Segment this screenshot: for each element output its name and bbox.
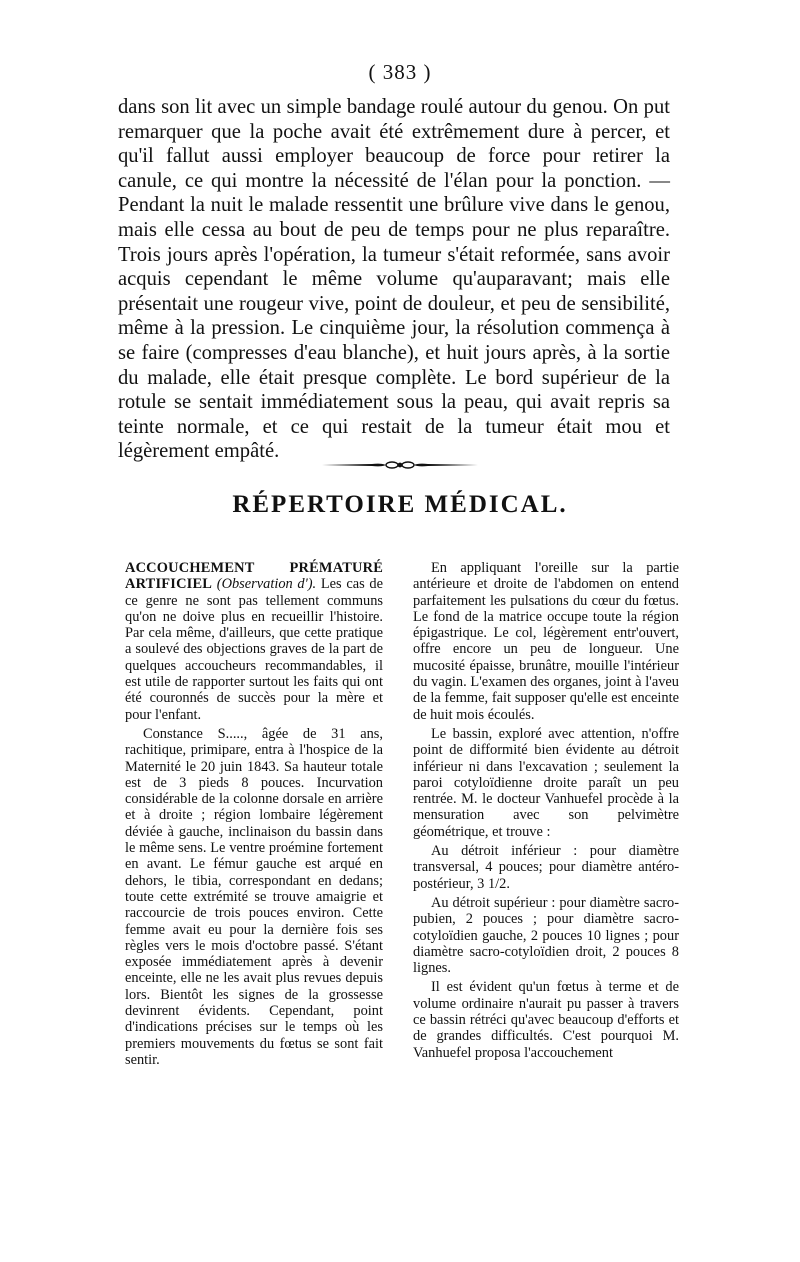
left-column — [125, 560, 383, 1071]
section-divider-ornament — [322, 458, 478, 472]
lead-paragraph-block — [118, 95, 670, 464]
auscultation-paragraph: En appliquant l'oreille sur la partie antérieure et droite de l'abdomen on entend parfaitement les pulsations du cœur du fœtus. Le fond de la matrice occupe toute la région épigastrique. Le col, légèrement entr'ouvert, offre encore un peu de longueur. Une mucosité épaisse, brunâtre, mouille l'intérieur du vagin. L'examen des organes, joint à l'aveu de la femme, fait supposer qu'elle est enceinte de huit mois écoulés. — [413, 560, 679, 723]
superior-strait-paragraph: Au détroit supérieur : pour diamètre sacro-pubien, 2 pouces ; pour diamètre sacro-cotyloïdien gauche, 2 pouces 10 lignes ; pour diamètre sacro-cotyloïdien droit, 2 pouces 8 lignes. — [413, 894, 679, 977]
article-intro-text: Les cas de ce genre ne sont pas tellement communs qu'on ne doive plus en recueillir l'histoire. Par cela même, d'ailleurs, que cette pratique a soulevé des objections graves de la part de quelques accoucheurs recommandables, il est utile de rapporter surtout les faits qui ont été couronnés de succès pour la mère et pour l'enfant. — [125, 576, 383, 723]
article-heading: ACCOUCHEMENT PRÉMATURÉ ARTIFICIEL — [125, 560, 383, 593]
pelvis-exam-paragraph: Le bassin, exploré avec attention, n'offre point de difformité bien évidente au détroit inférieur ni dans l'excavation ; seulement la paroi cotyloïdienne droite paraît un peu rentrée. M. le docteur Vanhuefel procède à la mensuration avec son pelvimètre géométrique, et trouve : — [413, 725, 679, 840]
section-title: RÉPERTOIRE MÉDICAL. — [232, 491, 568, 518]
inferior-strait-paragraph: Au détroit inférieur : pour diamètre transversal, 4 pouces; pour diamètre antéro-postérieur, 3 1/2. — [413, 843, 679, 892]
article-intro-paragraph — [125, 560, 383, 723]
case-description-paragraph: Constance S....., âgée de 31 ans, rachitique, primipare, entra à l'hospice de la Maternité le 20 juin 1843. Sa hauteur totale est de 3 pieds 8 pouces. Incurvation considérable de la colonne dorsale en arrière et à droite ; région lombaire légèrement déviée à gauche, inclinaison du bassin dans le même sens. Le ventre proémine fortement en avant. Le fémur gauche est arqué en dehors, le tibia, correspondant en dedans; toute cette extrémité se trouve amaigrie et raccourcie de trois pouces environ. Cette femme avait eu pour la dernière fois ses règles vers le mois d'octobre passé. S'étant exposée immédiatement après à devenir enceinte, elle ne les avait plus revues depuis lors. Bientôt les signes de la grossesse devinrent évidents. Cependant, point d'indications précises sur le temps où les premiers mouvements du fœtus se sont fait sentir. — [125, 725, 383, 1068]
page-number: ( 383 ) — [368, 60, 432, 84]
article-heading-note: (Observation d'). — [216, 576, 317, 593]
lead-paragraph: dans son lit avec un simple bandage roulé autour du genou. On put remarquer que la poche avait été extrêmement dure à percer, et qu'il fallut aussi employer beaucoup de force pour retirer la canule, ce qui montre la nécessité de l'élan pour la ponction. — Pendant la nuit le malade ressentit une brûlure vive dans le genou, mais elle cessa au bout de peu de temps pour ne plus reparaître. Trois jours après l'opération, la tumeur s'était reformée, sans avoir acquis cependant le même volume qu'auparavant; mais elle présentait une rougeur vive, point de douleur, et peu de sensibilité, même à la pression. Le cinquième jour, la résolution commença à se faire (compresses d'eau blanche), et huit jours après, à la sortie du malade, elle était presque complète. Le bord supérieur de la rotule se sentait immédiatement sous la peau, qui avait repris sa teinte normale, et ce qui restait de la tumeur était mou et légèrement empâté. — [118, 96, 670, 463]
right-column — [413, 560, 679, 1064]
conclusion-paragraph: Il est évident qu'un fœtus à terme et de volume ordinaire n'aurait pu passer à travers ce bassin rétréci qu'avec beaucoup d'efforts et de grandes difficultés. C'est pourquoi M. Vanhuefel proposa l'accouchement — [413, 979, 679, 1061]
